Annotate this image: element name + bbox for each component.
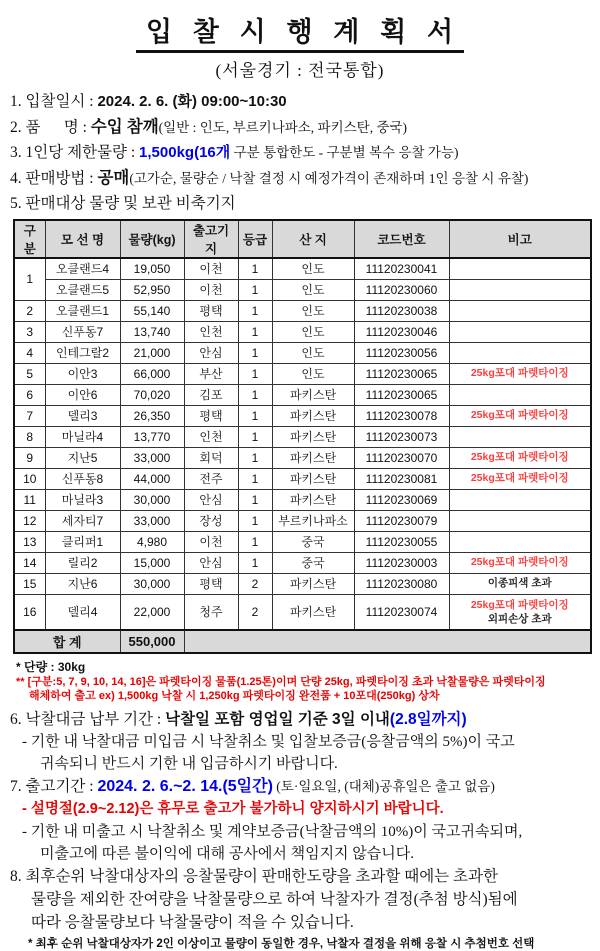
- cell-quantity: 44,000: [120, 468, 184, 489]
- cell-remark: [449, 405, 591, 426]
- cell-vessel: 지난5: [45, 447, 120, 468]
- cell-code: 11120230078: [354, 405, 449, 426]
- cell-grade: 2: [238, 594, 272, 630]
- cell-origin: 파키스탄: [272, 384, 354, 405]
- table-footnotes: [16, 658, 590, 704]
- item4-label: 4. 판매방법 :: [10, 170, 98, 187]
- item2-note: (일반 : 인도, 부르키나파소, 파키스탄, 중국): [158, 120, 408, 135]
- total-empty: [184, 630, 591, 653]
- remark-line2: 외피손상 초과: [487, 612, 552, 625]
- cell-vessel: 오클랜드5: [45, 279, 120, 300]
- cell-gubun: 11: [14, 489, 45, 510]
- cell-code: 11120230060: [354, 279, 449, 300]
- cell-remark: [449, 279, 591, 300]
- cell-code: 11120230069: [354, 489, 449, 510]
- cell-code: 11120230003: [354, 552, 449, 573]
- cell-vessel: 마닐라4: [45, 426, 120, 447]
- cell-gubun: 4: [14, 342, 45, 363]
- cell-vessel: 이안6: [45, 384, 120, 405]
- col-header-grade: 등급: [238, 220, 272, 258]
- cell-quantity: 30,000: [120, 489, 184, 510]
- total-quantity: 550,000: [120, 630, 184, 653]
- header-row: [14, 220, 591, 258]
- cell-origin: 인도: [272, 300, 354, 321]
- item-sale-method: [10, 165, 590, 191]
- remark-line: 이종피색 초과: [487, 577, 552, 590]
- col-header-depot: 출고기지: [184, 220, 238, 258]
- cell-vessel: 신푸동8: [45, 468, 120, 489]
- cell-depot: 안심: [184, 342, 238, 363]
- cell-grade: 1: [238, 405, 272, 426]
- sec7-holiday-warning: - 설명절(2.9~2.12)은 휴무로 출고가 불가하니 양지하시기 바랍니다.: [22, 800, 444, 817]
- cell-gubun: 9: [14, 447, 45, 468]
- item-sale-target: [10, 191, 590, 216]
- cell-gubun: 13: [14, 531, 45, 552]
- item-limit-quantity: [10, 140, 590, 165]
- title-wrap: [10, 10, 590, 53]
- cell-quantity: 52,950: [120, 279, 184, 300]
- cell-quantity: 15,000: [120, 552, 184, 573]
- table-row: [14, 489, 591, 510]
- table-row: [14, 573, 591, 594]
- cell-remark: [449, 573, 591, 594]
- cell-vessel: 오클랜드4: [45, 258, 120, 279]
- cell-code: 11120230046: [354, 321, 449, 342]
- cell-gubun: 3: [14, 321, 45, 342]
- page-title: 입 찰 시 행 계 획 서: [136, 10, 464, 53]
- item3-label: 3. 1인당 제한물량 :: [10, 144, 140, 161]
- cell-grade: 1: [238, 300, 272, 321]
- footnote-unit: * 단량 : 30kg: [16, 660, 86, 674]
- cell-grade: 1: [238, 531, 272, 552]
- table-row: [14, 447, 591, 468]
- cell-remark: [449, 342, 591, 363]
- table-row: [14, 321, 591, 342]
- table-row: [14, 279, 591, 300]
- cell-origin: 파키스탄: [272, 594, 354, 630]
- cell-depot: 청주: [184, 594, 238, 630]
- sec6-sub1: - 기한 내 낙찰대금 미입금 시 낙찰취소 및 입찰보증금(응찰금액의 5%)이 국고: [22, 733, 515, 750]
- cell-code: 11120230079: [354, 510, 449, 531]
- cell-quantity: 26,350: [120, 405, 184, 426]
- lot-table-head: [14, 220, 591, 258]
- cell-depot: 이천: [184, 531, 238, 552]
- item3-note: 구분 통합한도 - 구분별 복수 응찰 가능): [230, 145, 459, 160]
- cell-grade: 1: [238, 552, 272, 573]
- cell-gubun: 10: [14, 468, 45, 489]
- table-row: [14, 363, 591, 384]
- col-header-gubun: 구분: [14, 220, 45, 258]
- cell-origin: 파키스탄: [272, 426, 354, 447]
- cell-remark: [449, 468, 591, 489]
- item4-value: 공매: [97, 168, 130, 187]
- cell-depot: 김포: [184, 384, 238, 405]
- col-header-quantity: 물량(kg): [120, 220, 184, 258]
- cell-vessel: 신푸동7: [45, 321, 120, 342]
- total-row: [14, 630, 591, 653]
- cell-depot: 안심: [184, 489, 238, 510]
- cell-depot: 회덕: [184, 447, 238, 468]
- table-row: [14, 552, 591, 573]
- remark-line: 25kg포대 파렛타이징: [470, 598, 569, 611]
- item-product-name: [10, 114, 590, 140]
- cell-remark: [449, 489, 591, 510]
- cell-gubun: 1: [14, 258, 45, 300]
- cell-code: 11120230038: [354, 300, 449, 321]
- cell-quantity: 70,020: [120, 384, 184, 405]
- cell-remark: [449, 426, 591, 447]
- cell-origin: 파키스탄: [272, 489, 354, 510]
- cell-code: 11120230055: [354, 531, 449, 552]
- cell-origin: 인도: [272, 321, 354, 342]
- cell-depot: 전주: [184, 468, 238, 489]
- cell-remark: [449, 594, 591, 630]
- cell-gubun: 2: [14, 300, 45, 321]
- cell-origin: 인도: [272, 279, 354, 300]
- cell-depot: 이천: [184, 279, 238, 300]
- cell-grade: 1: [238, 510, 272, 531]
- cell-remark: [449, 447, 591, 468]
- cell-remark: [449, 384, 591, 405]
- cell-remark: [449, 363, 591, 384]
- cell-quantity: 4,980: [120, 531, 184, 552]
- table-row: [14, 594, 591, 630]
- table-row: [14, 531, 591, 552]
- sec6-payment-period: [10, 708, 590, 731]
- remark-line: 25kg포대 파렛타이징: [470, 451, 569, 464]
- cell-gubun: 12: [14, 510, 45, 531]
- cell-quantity: 66,000: [120, 363, 184, 384]
- cell-quantity: 30,000: [120, 573, 184, 594]
- cell-vessel: 델리3: [45, 405, 120, 426]
- cell-code: 11120230070: [354, 447, 449, 468]
- cell-grade: 1: [238, 321, 272, 342]
- col-header-origin: 산 지: [272, 220, 354, 258]
- cell-gubun: 7: [14, 405, 45, 426]
- lot-table-body: [14, 258, 591, 653]
- cell-depot: 평택: [184, 405, 238, 426]
- cell-vessel: 릴리2: [45, 552, 120, 573]
- cell-depot: 인천: [184, 426, 238, 447]
- cell-origin: 중국: [272, 552, 354, 573]
- sec7-release-period: [10, 775, 590, 798]
- table-row: [14, 384, 591, 405]
- cell-gubun: 5: [14, 363, 45, 384]
- cell-code: 11120230056: [354, 342, 449, 363]
- table-row: [14, 426, 591, 447]
- cell-gubun: 6: [14, 384, 45, 405]
- cell-remark: [449, 321, 591, 342]
- cell-quantity: 13,770: [120, 426, 184, 447]
- sec8-line1: 8. 최후순위 낙찰대상자의 응찰물량이 판매한도량을 초과할 때에는 초과한: [10, 867, 498, 885]
- footnote-palletizing-line2: 해체하여 출고 ex) 1,500kg 낙찰 시 1,250kg 파렛타이징 완전품 + 10포대(250kg) 상차: [29, 690, 440, 703]
- item4-note: (고가순, 물량순 / 낙찰 결정 시 예정가격이 존재하며 1인 응찰 시 유찰): [129, 171, 529, 186]
- cell-quantity: 21,000: [120, 342, 184, 363]
- cell-origin: 파키스탄: [272, 405, 354, 426]
- footnote-palletizing: [16, 675, 590, 704]
- cell-grade: 1: [238, 342, 272, 363]
- cell-depot: 부산: [184, 363, 238, 384]
- cell-origin: 파키스탄: [272, 468, 354, 489]
- cell-code: 11120230080: [354, 573, 449, 594]
- cell-quantity: 33,000: [120, 510, 184, 531]
- cell-remark: [449, 300, 591, 321]
- cell-origin: 파키스탄: [272, 447, 354, 468]
- cell-quantity: 33,000: [120, 447, 184, 468]
- cell-depot: 평택: [184, 573, 238, 594]
- table-row: [14, 510, 591, 531]
- cell-vessel: 델리4: [45, 594, 120, 630]
- lower-sections: [10, 708, 590, 951]
- cell-grade: 1: [238, 426, 272, 447]
- cell-vessel: 세자티7: [45, 510, 120, 531]
- page-subtitle: (서울경기 : 전국통합): [215, 61, 385, 80]
- cell-grade: 2: [238, 573, 272, 594]
- item1-value: 2024. 2. 6. (화) 09:00~10:30: [97, 93, 287, 110]
- cell-grade: 1: [238, 384, 272, 405]
- item3-value: 1,500kg(16개: [139, 144, 231, 161]
- cell-code: 11120230074: [354, 594, 449, 630]
- sec8-footnote: * 최후 순위 낙찰대상자가 2인 이상이고 물량이 동일한 경우, 낙찰자 결정을 위해 응찰 시 추첨번호 선택: [28, 937, 535, 950]
- cell-code: 11120230041: [354, 258, 449, 279]
- sec6-label: 6. 낙찰대금 납부 기간 :: [10, 710, 166, 728]
- cell-origin: 부르키나파소: [272, 510, 354, 531]
- cell-origin: 인도: [272, 258, 354, 279]
- table-row: [14, 342, 591, 363]
- col-header-remark: 비고: [449, 220, 591, 258]
- cell-depot: 인천: [184, 321, 238, 342]
- cell-origin: 파키스탄: [272, 573, 354, 594]
- cell-code: 11120230073: [354, 426, 449, 447]
- cell-vessel: 이안3: [45, 363, 120, 384]
- cell-origin: 인도: [272, 363, 354, 384]
- cell-gubun: 16: [14, 594, 45, 630]
- sec8-line3: 따라 응찰물량보다 낙찰물량이 적을 수 있습니다.: [31, 913, 354, 931]
- item5-label: 5. 판매대상 물량 및 보관 비축기지: [10, 195, 236, 212]
- sec6-strong: 낙찰일 포함 영업일 기준 3일 이내: [165, 710, 390, 728]
- table-row: [14, 468, 591, 489]
- cell-remark: [449, 258, 591, 279]
- sec7-sub1-cont: 미출고에 따른 불이익에 대해 공사에서 책임지지 않습니다.: [40, 845, 415, 862]
- cell-depot: 장성: [184, 510, 238, 531]
- cell-code: 11120230081: [354, 468, 449, 489]
- cell-gubun: 14: [14, 552, 45, 573]
- cell-quantity: 13,740: [120, 321, 184, 342]
- cell-vessel: 클리퍼1: [45, 531, 120, 552]
- cell-quantity: 19,050: [120, 258, 184, 279]
- cell-remark: [449, 510, 591, 531]
- sec7-note: (토·일요일, (대체)공휴일은 출고 없음): [272, 778, 495, 794]
- sec7-label: 7. 출고기간 :: [10, 777, 98, 795]
- total-label: 합 계: [14, 630, 120, 653]
- cell-code: 11120230065: [354, 384, 449, 405]
- cell-remark: [449, 531, 591, 552]
- remark-line: 25kg포대 파렛타이징: [470, 556, 569, 569]
- table-row: [14, 405, 591, 426]
- table-row: [14, 300, 591, 321]
- col-header-vessel: 모 선 명: [45, 220, 120, 258]
- remark-line: 25kg포대 파렛타이징: [470, 409, 569, 422]
- sec6-deadline: (2.8일까지): [389, 710, 467, 728]
- cell-gubun: 15: [14, 573, 45, 594]
- summary-items: [10, 89, 590, 216]
- cell-code: 11120230065: [354, 363, 449, 384]
- cell-vessel: 오클랜드1: [45, 300, 120, 321]
- col-header-code: 코드번호: [354, 220, 449, 258]
- cell-grade: 1: [238, 489, 272, 510]
- remark-line: 25kg포대 파렛타이징: [470, 472, 569, 485]
- cell-remark: [449, 552, 591, 573]
- cell-origin: 인도: [272, 342, 354, 363]
- cell-vessel: 지난6: [45, 573, 120, 594]
- sec7-dates: 2024. 2. 6.~2. 14.(5일간): [97, 777, 273, 795]
- cell-depot: 안심: [184, 552, 238, 573]
- cell-grade: 1: [238, 468, 272, 489]
- cell-origin: 중국: [272, 531, 354, 552]
- cell-quantity: 55,140: [120, 300, 184, 321]
- table-row: [14, 258, 591, 279]
- cell-quantity: 22,000: [120, 594, 184, 630]
- item2-value: 수입 참깨: [90, 117, 159, 136]
- cell-grade: 1: [238, 447, 272, 468]
- cell-grade: 1: [238, 363, 272, 384]
- cell-vessel: 인테그랄2: [45, 342, 120, 363]
- sec6-sub1-cont: 귀속되니 반드시 기한 내 입금하시기 바랍니다.: [40, 755, 338, 772]
- item-bid-datetime: [10, 89, 590, 114]
- cell-depot: 평택: [184, 300, 238, 321]
- item2-label: 2. 품 명 :: [10, 119, 91, 136]
- footnote-palletizing-line1: ** [구분:5, 7, 9, 10, 14, 16]은 파렛타이징 물품(1.25톤)이며 단량 25kg, 파렛타이징 초과 낙찰물량은 파렛타이징: [16, 676, 546, 688]
- remark-line: 25kg포대 파렛타이징: [470, 367, 569, 380]
- cell-grade: 1: [238, 279, 272, 300]
- cell-grade: 1: [238, 258, 272, 279]
- sec7-sub1: - 기한 내 미출고 시 낙찰취소 및 계약보증금(낙찰금액의 10%)이 국고귀속되며,: [22, 823, 523, 840]
- cell-vessel: 마닐라3: [45, 489, 120, 510]
- cell-gubun: 8: [14, 426, 45, 447]
- item1-label: 1. 입찰일시 :: [10, 93, 98, 110]
- lot-table: [13, 219, 592, 654]
- sec8-line2: 물량을 제외한 잔여량을 낙찰물량으로 하여 낙찰자가 결정(추첨 방식)됨에: [31, 890, 518, 908]
- cell-depot: 이천: [184, 258, 238, 279]
